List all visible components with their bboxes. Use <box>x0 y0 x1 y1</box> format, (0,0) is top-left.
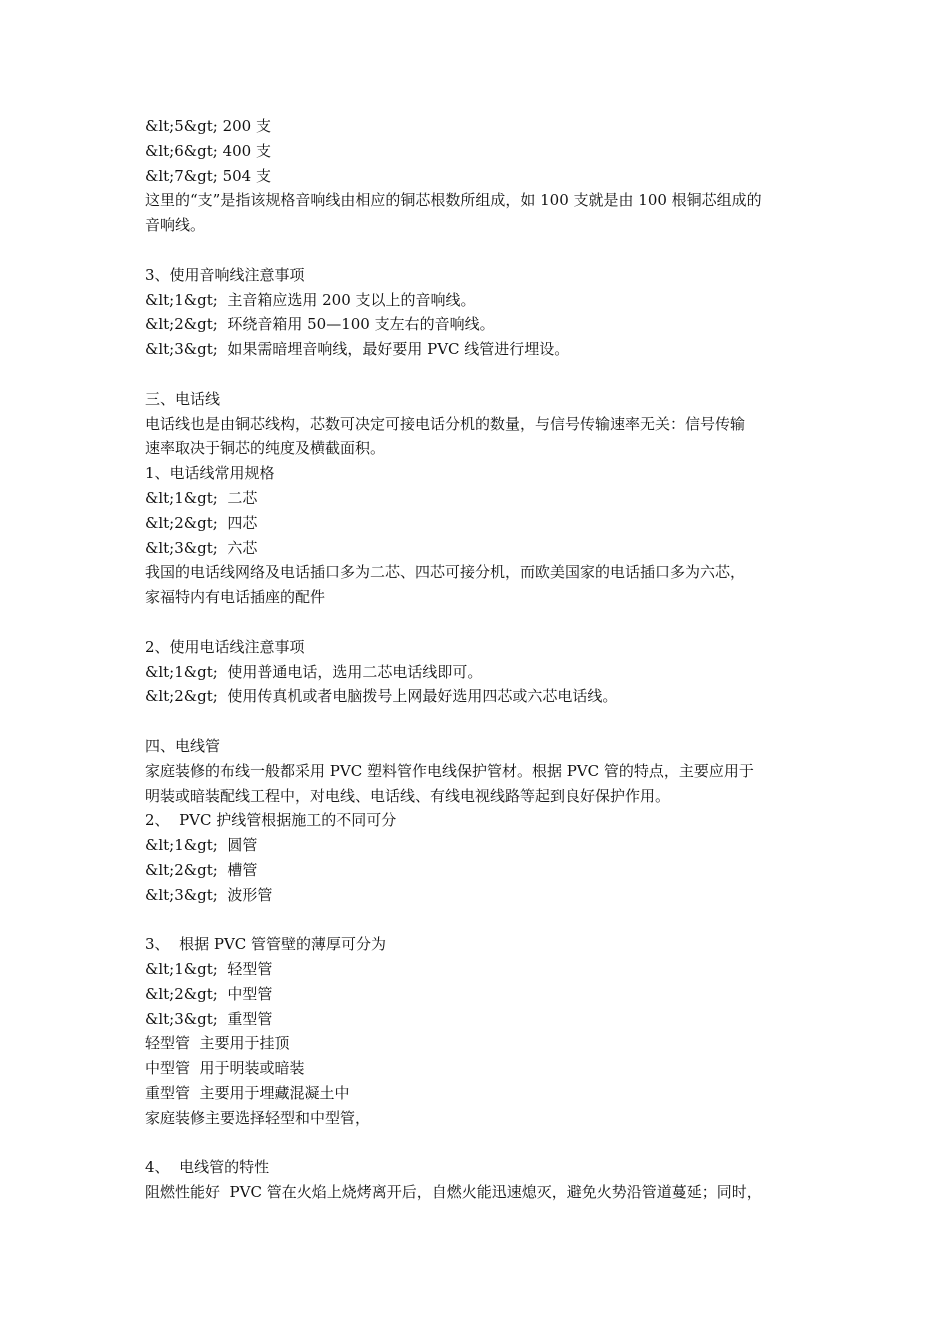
text-line: 2、使用电话线注意事项 <box>145 637 305 656</box>
blank-line <box>145 908 813 933</box>
text-line: 3、 根据 PVC 管管壁的薄厚可分为 <box>145 935 387 954</box>
blank-line <box>145 238 813 263</box>
text-line: 速率取决于铜芯的纯度及横截面积。 <box>145 439 386 458</box>
text-line: 轻型管 主要用于挂顶 <box>145 1034 290 1053</box>
text-line: &lt;3&gt; 波形管 <box>145 885 273 904</box>
text-line: &lt;1&gt; 圆管 <box>145 836 258 855</box>
text-line: &lt;7&gt; 504 支 <box>145 166 271 185</box>
text-line: &lt;6&gt; 400 支 <box>145 141 271 160</box>
text-line: &lt;1&gt; 二芯 <box>145 488 258 507</box>
text-line: 中型管 用于明装或暗装 <box>145 1059 305 1078</box>
blank-line <box>145 1131 813 1156</box>
text-line: &lt;2&gt; 中型管 <box>145 984 273 1003</box>
text-line: &lt;2&gt; 使用传真机或者电脑拨号上网最好选用四芯或六芯电话线。 <box>145 687 618 706</box>
text-line: &lt;3&gt; 如果需暗埋音响线，最好要用 PVC 线管进行埋设。 <box>145 340 570 359</box>
text-line: &lt;1&gt; 主音箱应选用 200 支以上的音响线。 <box>145 290 476 309</box>
text-line: 家福特内有电话插座的配件 <box>145 588 326 607</box>
text-line: 家庭装修主要选择轻型和中型管， <box>145 1108 371 1127</box>
text-line: 三、电话线 <box>145 389 221 408</box>
text-line: 重型管 主要用于埋藏混凝土中 <box>145 1084 350 1103</box>
text-line: 2、 PVC 护线管根据施工的不同可分 <box>145 811 397 830</box>
text-line: 明装或暗装配线工程中，对电线、电话线、有线电视线路等起到良好保护作用。 <box>145 786 671 805</box>
text-line: 1、电话线常用规格 <box>145 464 275 483</box>
blank-line <box>145 709 813 734</box>
text-line: &lt;3&gt; 六芯 <box>145 538 258 557</box>
text-line: 音响线。 <box>145 216 206 235</box>
text-line: 四、电线管 <box>145 736 221 755</box>
blank-line <box>145 362 813 387</box>
text-line: 家庭装修的布线一般都采用 PVC 塑料管作电线保护管材。根据 PVC 管的特点，主要应用于 <box>145 761 754 780</box>
text-line: &lt;2&gt; 环绕音箱用 50—100 支左右的音响线。 <box>145 315 495 334</box>
text-line: &lt;1&gt; 使用普通电话，选用二芯电话线即可。 <box>145 662 483 681</box>
text-line: 4、 电线管的特性 <box>145 1158 270 1177</box>
text-line: &lt;5&gt; 200 支 <box>145 117 271 135</box>
document-body <box>145 114 813 1205</box>
text-line: 这里的“支”是指该规格音响线由相应的铜芯根数所组成，如 100 支就是由 100 根铜芯组成的 <box>145 191 762 210</box>
text-line: &lt;2&gt; 四芯 <box>145 513 258 532</box>
text-line: &lt;1&gt; 轻型管 <box>145 960 273 979</box>
text-line: &lt;2&gt; 槽管 <box>145 860 258 879</box>
text-line: 3、使用音响线注意事项 <box>145 265 305 284</box>
blank-line <box>145 610 813 635</box>
text-line: 阻燃性能好 PVC 管在火焰上烧烤离开后，自燃火能迅速熄灭，避免火势沿管道蔓延；同时， <box>145 1183 762 1202</box>
text-line: 电话线也是由铜芯线构，芯数可决定可接电话分机的数量，与信号传输速率无关：信号传输 <box>145 414 746 433</box>
text-line: &lt;3&gt; 重型管 <box>145 1009 273 1028</box>
text-line: 我国的电话线网络及电话插口多为二芯、四芯可接分机，而欧美国家的电话插口多为六芯， <box>145 563 746 582</box>
